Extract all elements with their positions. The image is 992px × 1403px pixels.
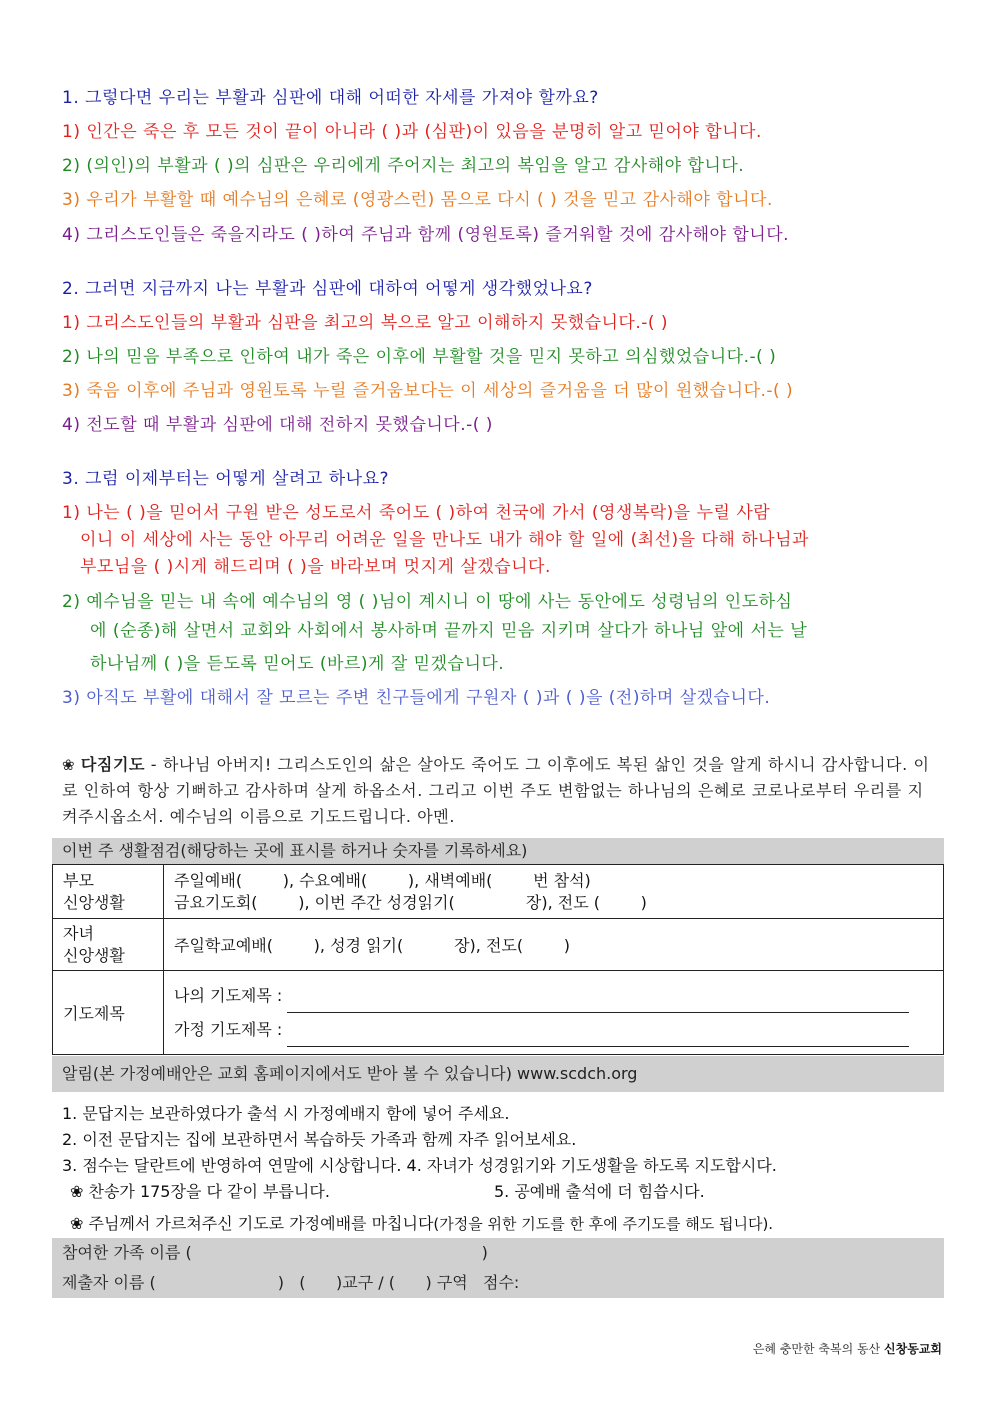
q1-answer-3: 3) 우리가 부활할 때 예수님의 은혜로 (영광스런) 몸으로 다시 ( ) 것을 믿고 감사해야 합니다. — [62, 190, 773, 210]
note-closing-sub: (가정을 위한 기도를 한 후에 주기도를 해도 됩니다). — [433, 1215, 774, 1233]
q1: 1. 그렇다면 우리는 부활과 심판에 대해 어떠한 자세를 가져야 할까요? — [62, 88, 599, 108]
q2: 2. 그러면 지금까지 나는 부활과 심판에 대하여 어떻게 생각했었나요? — [62, 279, 593, 299]
family-prayer-label: 가정 기도제목 : — [174, 1019, 283, 1039]
q3-answer-1-line-3: 부모님을 ( )시게 해드리며 ( )을 바라보며 멋지게 살겠습니다. — [80, 557, 551, 577]
row-label-children: 자녀 신앙생활 — [53, 919, 164, 971]
notice-title: 알림 — [62, 1064, 93, 1083]
footer-slogan: 은혜 충만한 축복의 동산 — [752, 1342, 885, 1356]
closing-prayer — [62, 752, 938, 830]
q3-answer-1-line-1: 1) 나는 ( )을 믿어서 구원 받은 성도로서 죽어도 ( )하여 천국에 가서 (영생복락)을 누릴 사람 — [62, 503, 771, 523]
my-prayer-label: 나의 기도제목 : — [174, 985, 283, 1005]
q3: 3. 그럼 이제부터는 어떻게 살려고 하나요? — [62, 469, 390, 489]
row-label-parents: 부모 신앙생활 — [53, 865, 164, 919]
notice-text: (본 가정예배안은 교회 홈페이지에서도 받아 볼 수 있습니다) www.scdch.org — [92, 1064, 638, 1083]
q1-answer-4: 4) 그리스도인들은 죽을지라도 ( )하여 주님과 함께 (영원토록) 즐거워할 것에 감사해야 합니다. — [62, 225, 790, 245]
parents-line-2[interactable]: 금요기도회( ), 이번 주간 성경읽기( 장), 전도 ( ) — [174, 892, 647, 912]
table-row — [53, 919, 944, 971]
note-5: 5. 공예배 출석에 더 힘씁시다. — [494, 1182, 705, 1201]
note-hymn: ❀ 찬송가 175장을 다 같이 부릅니다. — [70, 1182, 330, 1201]
q3-answer-3: 3) 아직도 부활에 대해서 잘 모르는 주변 친구들에게 구원자 ( )과 ( )을 (전)하며 살겠습니다. — [62, 688, 771, 708]
checkup-table — [52, 864, 944, 1055]
q3-answer-1-line-2: 이니 이 세상에 사는 동안 아무리 어려운 일을 만나도 내가 해야 할 일에 (최선)을 다해 하나님과 — [80, 530, 809, 550]
q2-answer-4: 4) 전도할 때 부활과 심판에 대해 전하지 못했습니다.-( ) — [62, 415, 493, 435]
note-3: 3. 점수는 달란트에 반영하여 연말에 시상합니다. 4. 자녀가 성경읽기와 기도생활을 하도록 지도합시다. — [62, 1156, 777, 1175]
note-1: 1. 문답지는 보관하였다가 출석 시 가정예배지 함에 넣어 주세요. — [62, 1104, 510, 1123]
note-2: 2. 이전 문답지는 집에 보관하면서 복습하듯 가족과 함께 자주 읽어보세요. — [62, 1130, 577, 1149]
q2-answer-2: 2) 나의 믿음 부족으로 인하여 내가 죽은 이후에 부활할 것을 믿지 못하고 의심했었습니다.-( ) — [62, 347, 777, 367]
flower-icon: ❀ — [62, 756, 76, 774]
notice-bar — [52, 1056, 944, 1092]
my-prayer-field[interactable] — [287, 996, 909, 1013]
prayer-text: - 하나님 아버지! 그리스도인의 삶은 살아도 죽어도 그 이후에도 복된 삶인 것을 알게 하시니 감사합니다. 이로 인하여 항상 기뻐하고 감사하며 살게 하옵소서. 그리고 이번 주도 변함없는 하나님의 은혜로 코로나로부터 우리를 지켜주시옵소서. 예수님의 이름으로 기도드립니다. 아멘. — [62, 755, 930, 826]
church-name: 신창동교회 — [884, 1342, 942, 1356]
checkup-title: 이번 주 생활점검 — [62, 841, 181, 860]
submitter-field[interactable]: 제출자 이름 ( ) ( )교구 / ( ) 구역 점수: — [62, 1273, 520, 1292]
table-row — [53, 865, 944, 919]
q3-answer-2-line-1: 2) 예수님을 믿는 내 속에 예수님의 영 ( )님이 계시니 이 땅에 사는 동안에도 성령님의 인도하심 — [62, 592, 793, 612]
q1-answer-1: 1) 인간은 죽은 후 모든 것이 끝이 아니라 ( )과 (심판)이 있음을 분명히 알고 믿어야 합니다. — [62, 122, 762, 142]
table-row — [53, 971, 944, 1055]
checkup-header — [52, 838, 944, 864]
note-closing-main: ❀ 주님께서 가르쳐주신 기도로 가정예배를 마칩니다 — [70, 1214, 434, 1233]
q1-answer-2: 2) (의인)의 부활과 ( )의 심판은 우리에게 주어지는 최고의 복임을 알고 감사해야 합니다. — [62, 156, 745, 176]
footer — [753, 1340, 942, 1357]
family-names-field[interactable]: 참여한 가족 이름 ( ) — [62, 1243, 488, 1262]
children-line-1[interactable]: 주일학교예배( ), 성경 읽기( 장), 전도( ) — [174, 936, 571, 955]
q3-answer-2-line-3: 하나님께 ( )을 듣도록 믿어도 (바르)게 잘 믿겠습니다. — [90, 654, 505, 674]
q2-answer-3: 3) 죽음 이후에 주님과 영원토록 누릴 즐거움보다는 이 세상의 즐거움을 더 많이 원했습니다.-( ) — [62, 381, 794, 401]
note-closing — [70, 1211, 773, 1234]
prayer-title: 다짐기도 — [80, 755, 146, 774]
q3-answer-2-line-2: 에 (순종)해 살면서 교회와 사회에서 봉사하며 끝까지 믿음 지키며 살다가 하나님 앞에 서는 날 — [90, 621, 808, 641]
checkup-subtitle: (해당하는 곳에 표시를 하거나 숫자를 기록하세요) — [180, 841, 528, 860]
submission-bar — [52, 1238, 944, 1298]
q2-answer-1: 1) 그리스도인들의 부활과 심판을 최고의 복으로 알고 이해하지 못했습니다.-( ) — [62, 313, 669, 333]
parents-line-1[interactable]: 주일예배( ), 수요예배( ), 새벽예배( 번 참석) — [174, 870, 591, 890]
family-prayer-field[interactable] — [287, 1030, 909, 1047]
row-label-prayer: 기도제목 — [53, 971, 164, 1055]
